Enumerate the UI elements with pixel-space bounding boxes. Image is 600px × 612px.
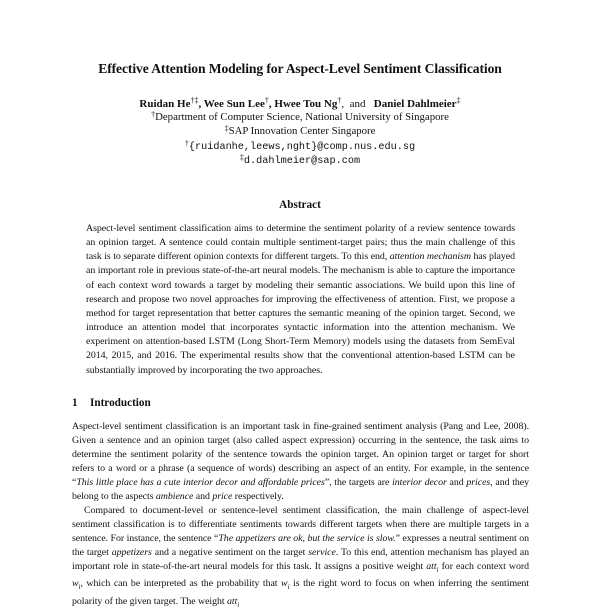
author-separator: , and [341, 98, 372, 110]
abstract-text: has played an important role in previous state-of-the-art neural models. The mechanism is able to capture the importance of each context word towards a target by modeling their semantic associations. We build upon this line of research and propose two novel approaches for improving the effectiveness of attention. First, we propose a method for target representation that better captures the semantic meaning of the opinion target. Second, we introduce an attention model that incorporates syntactic information into the attention mechanism. We experiment on attention-based LSTM (Long Short-Term Memory) models using the datasets from SemEval 2014, 2015, and 2016. The experimental results show that the conventional attention-based LSTM can be substantially improved by incorporating the two approaches. [86, 251, 516, 376]
target-term: appetizers [111, 547, 152, 559]
author-mark: † [264, 96, 269, 105]
author-mark: †‡ [190, 96, 199, 105]
paragraph-text: , which can be interpreted as the probability that [80, 578, 282, 590]
paragraph-text: and a negative sentiment on the target [151, 547, 309, 559]
abstract-text: Aspect-level sentiment classification aims to determine the sentiment polarity of a review sentence towards an opinion target. A sentence could contain multiple sentiment-target pairs; thus the main challenge of this task is to separate different opinion contexts for different targets. To this end, [86, 223, 515, 263]
section-heading [72, 397, 151, 409]
section-number: 1 [72, 397, 78, 409]
math-subscript: i [287, 583, 290, 592]
paragraph-text: Compared to document-level or sentence-level sentiment classification, the main challenge of aspect-level sentiment classification is to differentiate sentiments towards different targets when there are multiple targets in a sentence. For instance, the sentence “ [72, 505, 529, 545]
aspect-term: ambience [155, 491, 194, 503]
author-separator: , [198, 98, 204, 110]
paragraph-text: . To this end, attention mechanism has played an important role in state-of-the-art neural models for this task. It assigns a positive weight [72, 547, 529, 573]
math-subscript: i [78, 583, 81, 592]
paragraph [72, 420, 529, 504]
math-base: w [281, 578, 288, 590]
affiliation-mark: † [151, 110, 156, 119]
paper-title: Effective Attention Modeling for Aspect-Level Sentiment Classification [98, 61, 502, 76]
author-mark: ‡ [456, 96, 461, 105]
math-subscript: i [436, 566, 439, 575]
author-name: Daniel Dahlmeier [373, 98, 457, 110]
author-mark: † [337, 96, 342, 105]
target-term: service [308, 547, 336, 559]
paragraph-text: , and they belong to the aspects [72, 477, 529, 503]
aspect-term: price [212, 491, 233, 503]
affiliation-mark: † [184, 139, 189, 148]
math-base: att [227, 595, 238, 607]
affiliation-mark: ‡ [224, 124, 229, 133]
author-name: Wee Sun Lee [203, 98, 265, 110]
paragraph-text: ” expresses a neutral sentiment on the target [72, 533, 529, 559]
paragraph-text: Aspect-level sentiment classification is an important task in fine-grained sentiment analysis (Pang and Lee, 2008). Given a sentence and an opinion target (also called aspect expression) occurring in the sentence, the task aims to determine the sentiment polarity of the sentence towards the opinion target. An opinion target or target for short refers to a word or a phrase (a sequence of words) describing an aspect of an entity. For example, in the sentence “ [72, 421, 529, 489]
math-symbol [426, 561, 439, 575]
email-line [0, 151, 600, 169]
author-name: Ruidan He [139, 98, 191, 110]
abstract-emphasis: attention mechanism [389, 251, 471, 263]
affiliation-text: SAP Innovation Center Singapore [228, 125, 376, 137]
example-sentence: The appetizers are ok, but the service is slow. [218, 533, 396, 545]
paragraph-text: is the right word to focus on when inferring the sentiment polarity of the given target. The weight [72, 578, 529, 607]
paragraph [72, 504, 529, 611]
paragraph-text: ”, the targets are [324, 477, 393, 489]
paragraph-text: and [446, 477, 467, 489]
author-name: Hwee Tou Ng [274, 98, 338, 110]
target-term: interior decor [392, 477, 447, 489]
author-separator: , [268, 98, 275, 110]
section-title: Introduction [90, 397, 151, 409]
math-base: att [426, 561, 437, 573]
math-symbol [281, 578, 290, 592]
paragraph-text: respectively. [232, 491, 284, 503]
target-term: prices [466, 477, 491, 489]
affiliation-mark: ‡ [239, 153, 244, 162]
email-text: {ruidanhe,leews,nght}@comp.nus.edu.sg [188, 142, 416, 153]
introduction-body [72, 420, 529, 612]
email-text: d.dahlmeier@sap.com [243, 156, 361, 167]
paragraph-text: and [193, 491, 213, 503]
abstract-body [86, 222, 515, 378]
math-subscript: i [237, 600, 240, 609]
abstract-heading: Abstract [279, 199, 321, 211]
affiliation [0, 122, 600, 138]
affiliation-text: Department of Computer Science, National University of Singapore [155, 111, 449, 123]
example-sentence: This little place has a cute interior decor and affordable prices [76, 477, 325, 489]
math-base: w [72, 578, 79, 590]
paragraph-text: for each context word [438, 561, 529, 573]
math-symbol [227, 596, 239, 607]
